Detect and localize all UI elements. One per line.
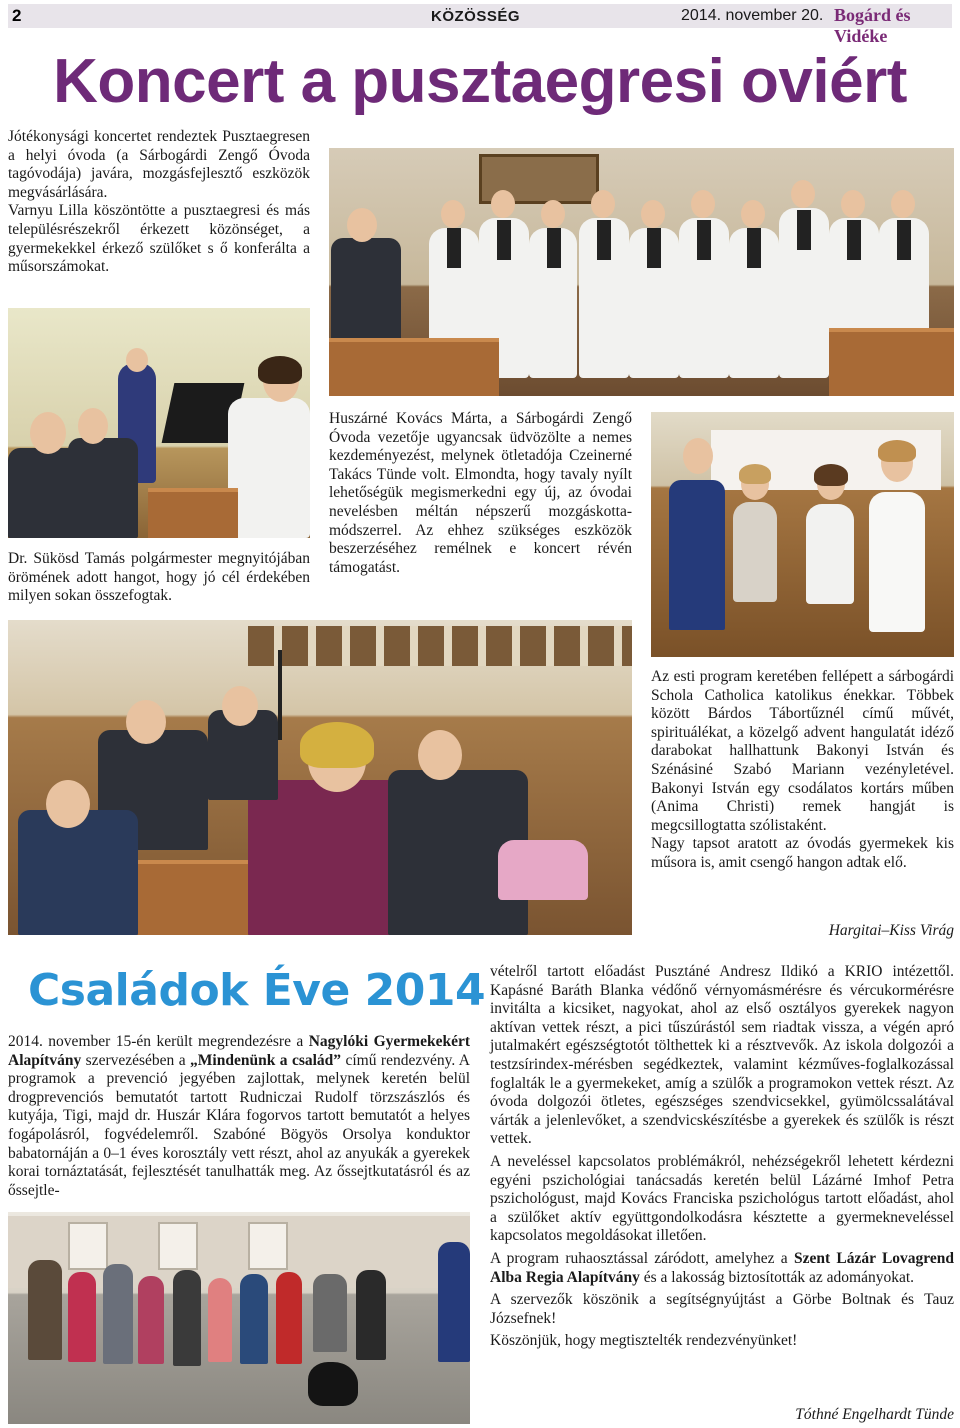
audience-photo [8, 620, 632, 935]
choir-photo [329, 148, 954, 396]
article1-intro [8, 128, 310, 277]
text-span: című rendezvény. A programok a prevenció jegyében zajlottak, melynek keretén belül drogprevenciós bemutatót tartott Rudniczai Rudolf törzszászlós és kutyája, Tigi, majd dr. Huszár Klára fogorvos tartott bemutatót a helyes fogápolásról, fogvédelemről. Szabóné Bögyös Orsolya konduktor babatornáján a 0–1 éves korosztály vett részt, ahol az anyukák a gyerekek korai tornáztatását, fejlesztését tanulhatták meg. Az őssejtkutatásról és az őssejtle- [8, 1051, 470, 1199]
issue-date: 2014. november 20. [681, 7, 824, 24]
mayor-speech-photo [8, 308, 310, 538]
article2-paragraph-3 [490, 1250, 954, 1287]
page-header [8, 4, 952, 46]
text-span: 2014. november 15-én került megrendezésre a [8, 1033, 309, 1050]
article2-paragraph-2: A neveléssel kapcsolatos problémákról, nehézségekről lehetett kérdezni egyéni pszichológiai tanácsadás keretén belül Lázárné Imhof Petra pszichológust, majd Kovács Franciska pszichológus tartott előadást, ahol a szülőket aktív együttgondolkodásra késztette a gyermekneveléssel kapcsolatos megoldásokat illetően. [490, 1152, 954, 1245]
outdoor-event-photo [8, 1212, 470, 1424]
organizer-name: Nagylóki Gyermekekért Alapítvány [8, 1033, 470, 1069]
article2-headline: Családok Éve 2014 [28, 965, 486, 1016]
article2-continuation: vételről tartott előadást Pusztáné Andresz Ildikó a KRIO intézettől. Kapásné Baráth Blanka védőnő vérnyomásmérésre és vércukormérésre invitálta a kicsiket, nagyokat, ahol az első osztályos gyerekek nagyon aktívan vettek részt, a pici tűszúrástól sem riadtak vissza, a végén apró jutalmakért egészségtotót tölthettek ki a résztvevők. Az iskola dolgozói a testzsírindex-mérésben segédkeztek, valamint kézműves-foglalkozással foglalták le a gyermekeket, amíg a szülők a programokon vettek részt. Az óvoda dolgozói ötletes, egészséges szendvicsekkel, gyümölcssalátával várták a jelenlevőket, a szendvicskészítésbe a gyerekek és szülők is részt vettek. [490, 963, 954, 1148]
police-dog [308, 1362, 358, 1406]
stations-of-the-cross [248, 626, 632, 666]
mayor-caption: Dr. Sükösd Tamás polgármester megnyitójában örömének adott hangot, hogy jó cél érdekében milyen sokan összefogtak. [8, 550, 310, 605]
masthead: Bogárd és Vidéke [834, 5, 911, 46]
text-span: és a lakosság biztosították az adományokat. [639, 1268, 915, 1286]
program-paragraph-1: Az esti program keretében fellépett a sárbogárdi Schola Catholica katolikus énekkar. Többek között Bárdos Tábortűznél című művét, spirituálékat, a közelgő advent hangulatát idéző darabokat hallhattunk Bakonyi István és Szénásiné Szabó Mariann vezényletével. Bakonyi István egy csodálatos kortárs műben (Anima Christi) remek hangját is megcsillogtatta szólistaként. [651, 668, 954, 834]
article1-signature: Hargitai–Kiss Virág [828, 922, 954, 939]
program-text [651, 668, 954, 873]
children-performance-photo [651, 412, 954, 657]
text-span: A program ruhaosztással záródott, amelyhez a [490, 1249, 794, 1267]
page-number: 2 [12, 6, 22, 25]
article2-paragraph-1 [8, 1033, 470, 1200]
foundation-name: Szent Lázár Lovagrend Alba Regia Alapítvány [490, 1249, 955, 1286]
article2-paragraph-4: A szervezők köszönik a segítségnyújtást a Görbe Boltnak és Tauz Józsefnek! [490, 1291, 954, 1327]
article2-signature: Tóthné Engelhardt Tünde [795, 1406, 954, 1423]
camera-tripod [278, 650, 282, 740]
article2-paragraph-5: Köszönjük, hogy megtisztelték rendezvényünket! [490, 1332, 798, 1350]
intro-paragraph-2: Varnyu Lilla köszöntötte a pusztaegresi és más településrészekről érkezett közönséget, a gyermekekkel érkező szülőket s ő konferálta a műsorszámokat. [8, 202, 310, 276]
director-paragraph: Huszárné Kovács Márta, a Sárbogárdi Zengő Óvoda vezetője ugyancsak üdvözölte a nemes kezdeményezést, melynek ötletadója Czeinerné Takács Tünde volt. Elmondta, hogy tavaly nyílt lehetőségük megismerkedni egy új, az óvodai nevelésben méltán népszerű mozgáskotta-módszerrel. Az ehhez szükséges eszközök beszerzéséhez remélnek e koncert révén támogatást. [329, 410, 632, 576]
article2-column-2 [490, 963, 954, 1351]
article1-headline: Koncert a pusztaegresi oviért [53, 47, 907, 116]
article2-column-1 [8, 1033, 470, 1200]
program-paragraph-2: Nagy tapsot aratott az óvodás gyermekek kis műsora is, amit csengő hangon adtak elő. [651, 835, 954, 871]
event-title: „Mindenünk a család” [190, 1051, 342, 1069]
section-name: KÖZÖSSÉG [431, 8, 521, 25]
text-span: szervezésében a [81, 1051, 191, 1069]
intro-paragraph-1: Jótékonysági koncertet rendeztek Pusztaegresen a helyi óvoda (a Sárbogárdi Zengő Óvoda tagóvodája) javára, mozgásfejlesztő eszközök megvásárlására. [8, 128, 310, 201]
